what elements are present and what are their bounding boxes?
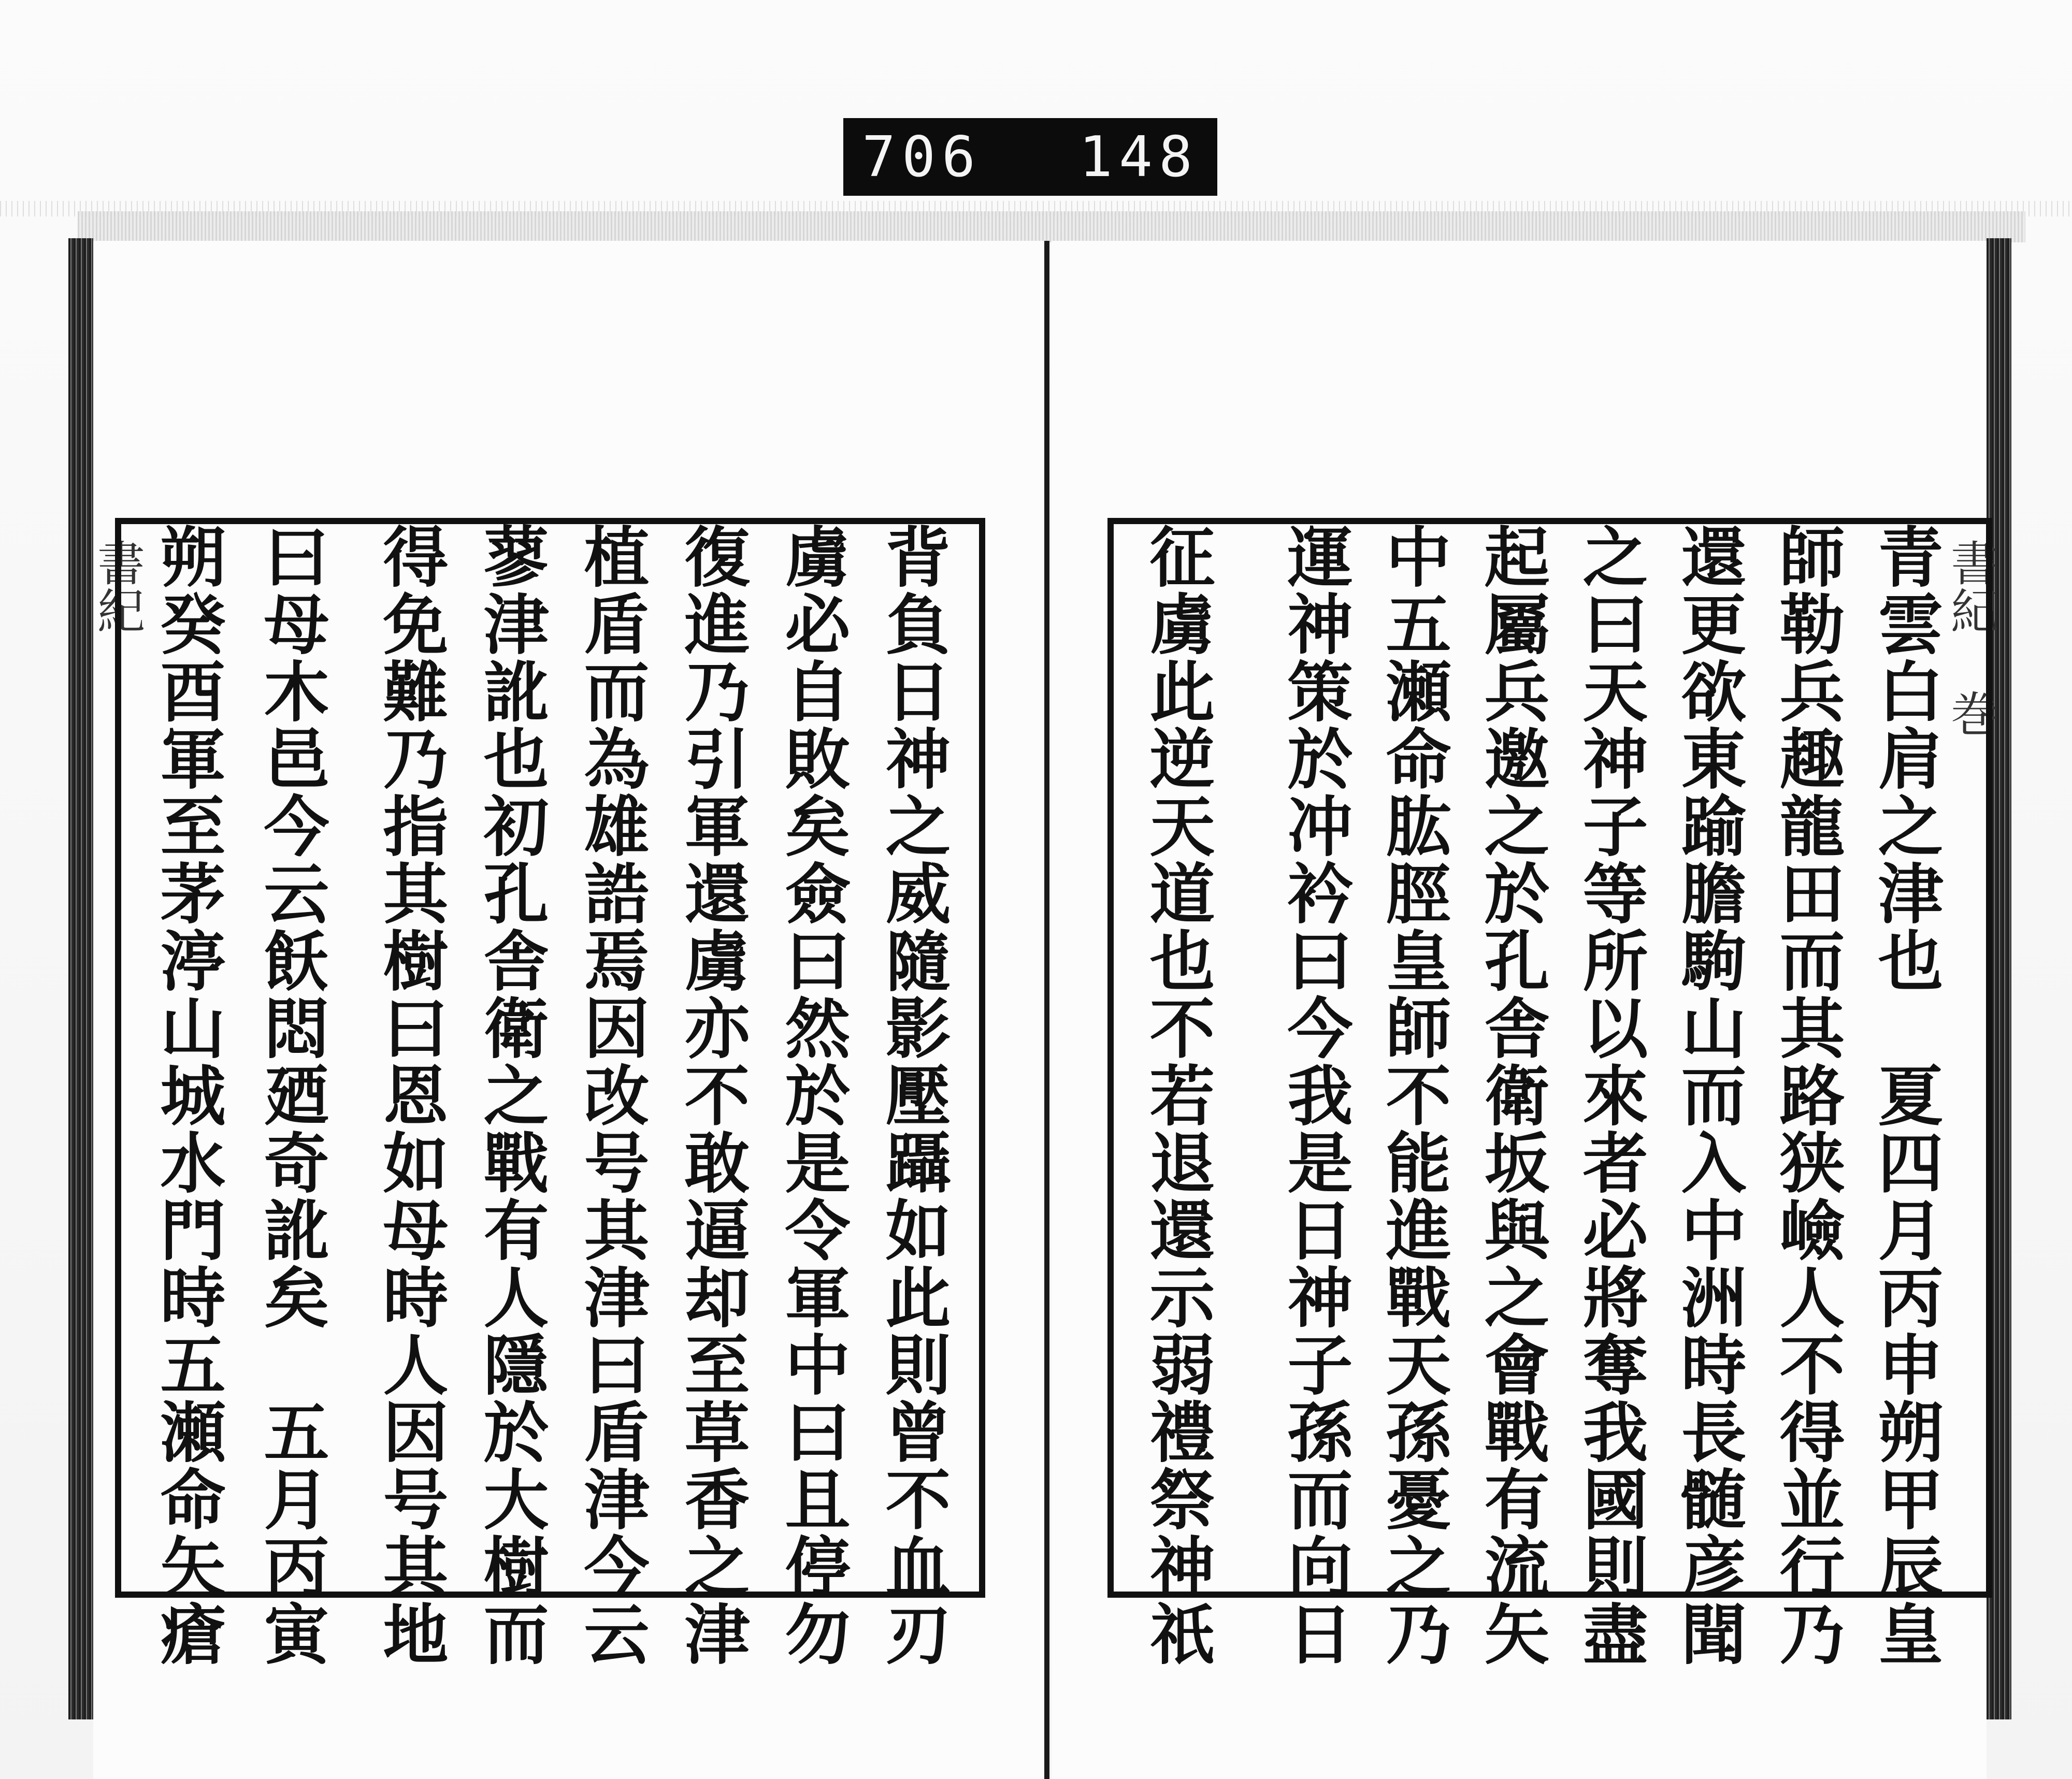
- right-page-column-4: 之曰天神子等所以來者必將奪我國則盡: [1572, 523, 1649, 1668]
- book-top-edge: [78, 211, 2025, 242]
- left-page-column-2: 虜必自敗矣僉曰然於是令軍中曰且停勿: [774, 523, 851, 1668]
- left-page-column-8: 朔癸酉軍至茅渟山城水門時五瀬命矢瘡: [150, 523, 226, 1668]
- right-margin-title: 書紀 巻: [1943, 539, 1998, 737]
- right-page-column-6: 中五瀬命肱脛皇師不能進戰天孫憂之乃: [1375, 523, 1452, 1668]
- left-page-column-4: 植盾而為雄誥焉因改号其津曰盾津今云: [573, 523, 650, 1668]
- left-page-column-6: 得免難乃指其樹曰恩如母時人因号其地: [372, 523, 449, 1668]
- reel-number-label: [843, 118, 1217, 196]
- right-page-column-5: 起屬兵邀之於孔舎衛坂與之會戰有流矢: [1474, 523, 1550, 1668]
- left-text-frame: [115, 518, 985, 1668]
- right-page-column-1: 青雲白肩之津也 夏四月丙申朔甲辰皇: [1867, 523, 1944, 1668]
- right-page-column-8: 征虜此逆天道也不若退還示弱禮祭神祇: [1139, 523, 1216, 1668]
- left-margin-title: 書紀: [90, 539, 145, 634]
- reel-number-right: 148: [1078, 124, 1199, 190]
- left-page-column-3: 復進乃引軍還虜亦不敢逼却至草香之津: [674, 523, 751, 1668]
- left-page-column-7: 曰母木邑今云飫悶廼奇訛矣 五月丙寅: [253, 523, 330, 1668]
- right-page-column-7: 運神策於冲衿曰今我是日神子孫而向日: [1277, 523, 1354, 1668]
- left-page-column-5: 蓼津訛也初孔舎衛之戰有人隱於大樹而: [473, 523, 550, 1668]
- book-gutter: [1044, 241, 1049, 1779]
- reel-number-left: 706: [862, 124, 982, 190]
- right-page-column-3: 還更欲東踰膽駒山而入中洲時長髄彦聞: [1671, 523, 1747, 1668]
- right-page-column-2: 師勒兵趣龍田而其路狭嶮人不得並行乃: [1769, 523, 1846, 1668]
- left-page-column-1: 背負日神之威隨影壓躡如此則曾不血刃: [875, 523, 952, 1668]
